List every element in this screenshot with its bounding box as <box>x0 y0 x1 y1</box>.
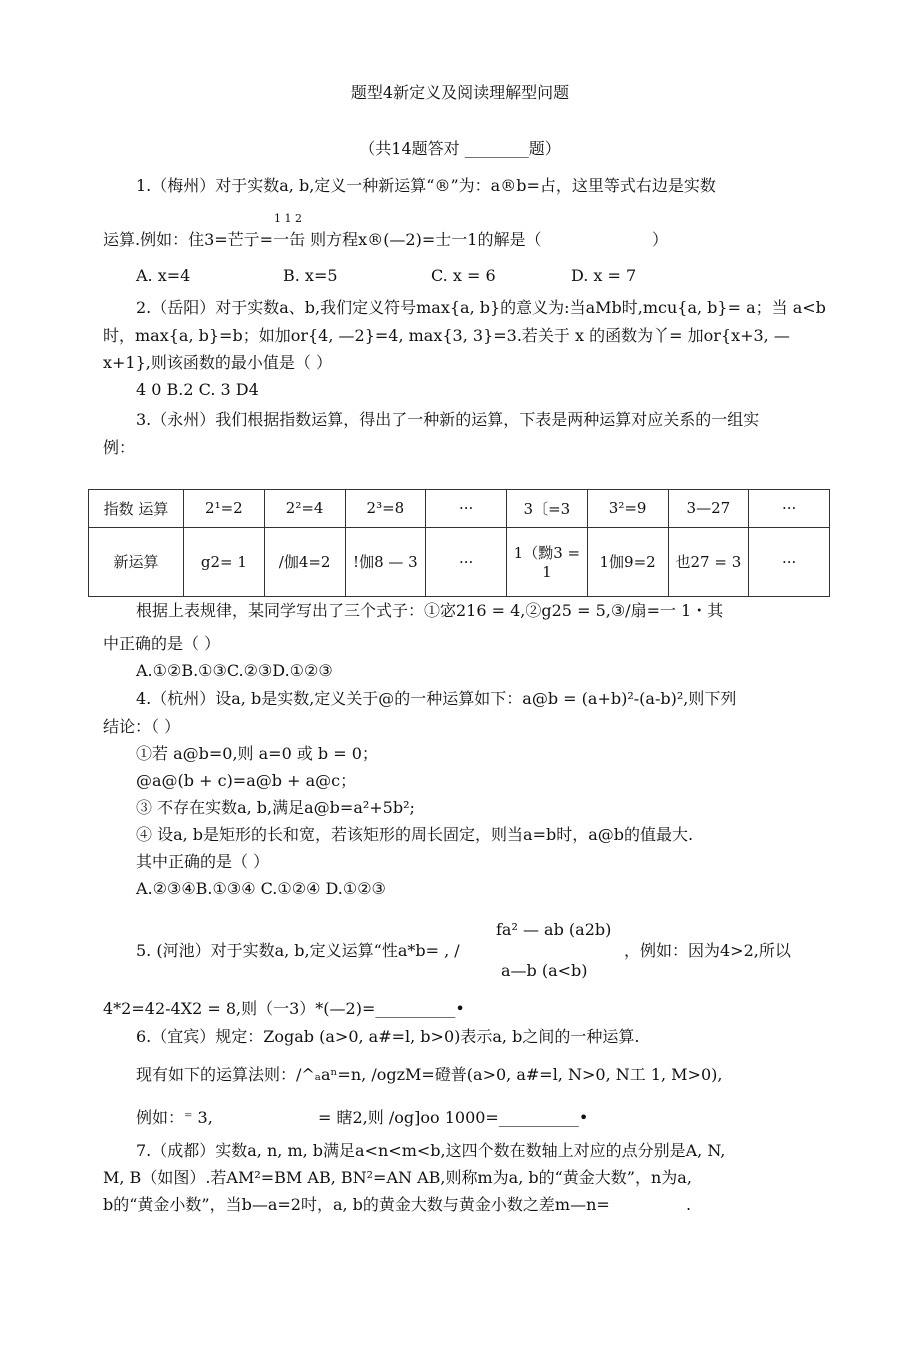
q6-line3-right: = 瞎2,则 /og]oo 1000=__________• <box>318 1108 589 1127</box>
q2-options: 4 0 B.2 C. 3 D4 <box>136 380 259 399</box>
q6-line3-left: 例如：⁼ 3, <box>136 1108 213 1127</box>
q1-option-b: B. x=5 <box>283 266 338 285</box>
q5-line1: 5. (河池）对于实数a, b,定义运算“性a*b= , / <box>136 941 460 960</box>
q4-item-4: ④ 设a, b是矩形的长和宽，若该矩形的周长固定，则当a=b时，a@b的值最大. <box>136 825 694 844</box>
q1-option-d: D. x = 7 <box>571 266 637 285</box>
q7-line3: b的“黄金小数”，当b—a=2吋，a, b的黄金大数与黄金小数之差m—n= <box>103 1195 610 1214</box>
q3-line3: 根据上表规律，某同学写出了三个式子：①宓216 = 4,②g25 = 5,③/扇=一 1・其 <box>136 601 724 620</box>
q1-option-c: C. x = 6 <box>431 266 496 285</box>
q2-line1: 2.（岳阳）对于实数a、b,我们定义符号max{a, b}的意义为:当aMb时,mcu{a, b}= a；当 a<b <box>136 298 826 317</box>
table-cell: /伽4=2 <box>264 527 345 596</box>
answer-count: （共14题答对 ________题） <box>359 139 561 158</box>
q4-line1: 4.（杭州）设a, b是实数,定义关于@的一种运算如下：a@b = (a+b)²-(a-b)²,则下列 <box>136 689 737 708</box>
q6-line1: 6.（宜宾）规定：Zogab (a>0, a#=l, b>0)表示a, b之间的一种运算. <box>136 1027 640 1046</box>
page-title: 题型4新定义及阅读理解型问题 <box>350 83 570 102</box>
table-cell: 3—27 <box>668 490 749 528</box>
q2-line2: 时，max{a, b}=b；如加or{4, —2}=4, max{3, 3}=3.若关于 x 的函数为丫= 加or{x+3, — <box>103 326 790 345</box>
table-cell: ··· <box>749 490 830 528</box>
q5-case-top: fa² — ab (a2b) <box>496 920 612 939</box>
table-cell: 2³=8 <box>345 490 426 528</box>
q5-line1-right: ，例如：因为4>2,所以 <box>624 941 791 960</box>
table-cell: 也27 = 3 <box>668 527 749 596</box>
q1-line2: 运算.例如：住3=芒亍=一缶 则方程x®(—2)=士一1的解是（ <box>103 230 542 249</box>
table-cell: ··· <box>426 527 507 596</box>
q3-line2: 例： <box>103 438 136 457</box>
table-cell: g2= 1 <box>184 527 265 596</box>
q4-item-2: @a@(b + c)=a@b + a@c； <box>136 771 357 790</box>
table-cell: 3²=9 <box>587 490 668 528</box>
q3-line1: 3.（永州）我们根据指数运算，得出了一种新的运算，下表是两种运算对应关系的一组实 <box>136 410 760 429</box>
q3-options: A.①②B.①③C.②③D.①②③ <box>136 661 333 680</box>
table-cell: 1伽9=2 <box>587 527 668 596</box>
q4-item-1: ①若 a@b=0,则 a=0 或 b = 0； <box>136 744 378 763</box>
q4-item-3: ③ 不存在实数a, b,满足a@b=a²+5b²; <box>136 798 415 817</box>
q1-fraction-numerators: 1 1 2 <box>274 212 302 225</box>
table-cell: 2¹=2 <box>184 490 265 528</box>
q5-line2: 4*2=42-4X2 = 8,则（一3）*(—2)=__________• <box>103 999 465 1018</box>
q6-line2: 现有如下的运算法则：/^ₐaⁿ=n, /ogzM=磴普(a>0, a#=l, N>0, N工 1, M>0), <box>136 1065 723 1084</box>
q1-line2-end: ） <box>652 230 669 249</box>
q7-line1: 7.（成都）实数a, n, m, b满足a<n<m<b,这四个数在数轴上对应的点分别是A, N, <box>136 1141 726 1160</box>
q2-line3: x+1},则该函数的最小值是（ ） <box>103 353 332 372</box>
q4-line3: 其中正确的是（ ） <box>136 852 270 871</box>
table-cell: 指数 运算 <box>89 490 184 528</box>
q4-line2: 结论：（ ） <box>103 717 181 736</box>
table-cell: 新运算 <box>89 527 184 596</box>
table-row-new-operation <box>89 527 830 596</box>
q5-case-bottom: a—b (a<b) <box>501 961 588 980</box>
table-cell: !伽8 — 3 <box>345 527 426 596</box>
operation-table <box>88 489 830 597</box>
q1-option-a: A. x=4 <box>136 266 191 285</box>
table-cell: 3〔=3 <box>507 490 588 528</box>
table-cell: 1（黝3 = 1 <box>507 527 588 596</box>
table-row-exponent <box>89 490 830 528</box>
q3-line4: 中正确的是（ ） <box>103 634 221 653</box>
q7-line3-end: . <box>686 1195 692 1214</box>
q1-line1: 1.（梅州）对于实数a, b,定义一种新运算“®”为：a®b=占，这里等式右边是实数 <box>136 176 716 195</box>
table-cell: ··· <box>749 527 830 596</box>
table-cell: 2²=4 <box>264 490 345 528</box>
q7-line2: M, B（如图）.若AM²=BM AB, BN²=AN AB,则称m为a, b的“黄金大数”，n为a, <box>103 1168 692 1187</box>
q4-options: A.②③④B.①③④ C.①②④ D.①②③ <box>136 879 386 898</box>
table-cell: ··· <box>426 490 507 528</box>
